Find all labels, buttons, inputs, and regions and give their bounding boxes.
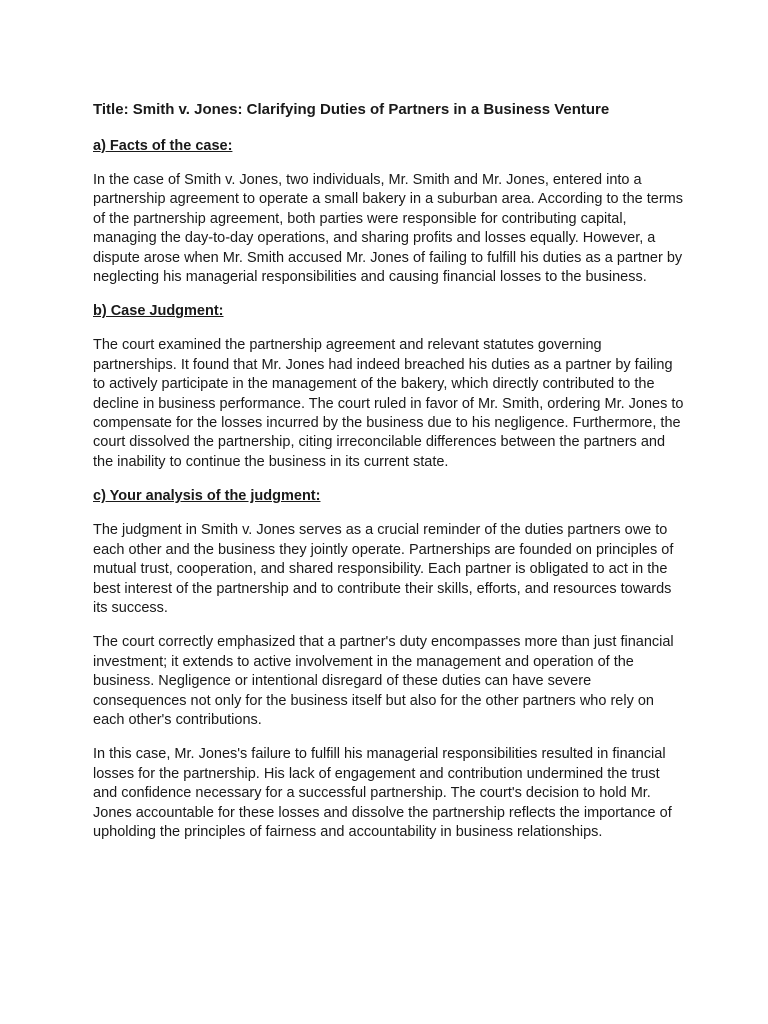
section-heading-facts: a) Facts of the case: [93, 138, 233, 154]
section-judgment [93, 302, 685, 472]
section-analysis [93, 487, 685, 842]
paragraph-analysis-1: The judgment in Smith v. Jones serves as a crucial reminder of the duties partners owe to each other and the business they jointly operate. Partnerships are founded on principles of mutual trust, cooperation, and shared responsibility. Each partner is obligated to act in the best interest of the partnership and to contribute their skills, efforts, and resources towards its success. [93, 522, 674, 616]
document-title: Title: Smith v. Jones: Clarifying Duties of Partners in a Business Venture [93, 101, 610, 118]
paragraph-analysis-3: In this case, Mr. Jones's failure to fulfill his managerial responsibilities resulted in financial losses for the partnership. His lack of engagement and contribution undermined the trust and confidence necessary for a successful partnership. The court's decision to hold Mr. Jones accountable for these losses and dissolve the partnership reflects the importance of upholding the principles of fairness and accountability in business relationships. [93, 746, 672, 840]
paragraph-analysis-2: The court correctly emphasized that a partner's duty encompasses more than just financial investment; it extends to active involvement in the management and operation of the business. Negligence or intentional disregard of these duties can have severe consequences not only for the business itself but also for the other partners who rely on each other's contributions. [93, 634, 674, 728]
section-facts [93, 137, 685, 287]
document-page [93, 100, 685, 857]
paragraph-facts-1: In the case of Smith v. Jones, two individuals, Mr. Smith and Mr. Jones, entered into a partnership agreement to operate a small bakery in a suburban area. According to the terms of the partnership agreement, both parties were responsible for contributing capital, managing the day-to-day operations, and sharing profits and losses equally. However, a dispute arose when Mr. Smith accused Mr. Jones of failing to fulfill his duties as a partner by neglecting his managerial responsibilities and causing financial losses to the business. [93, 172, 683, 286]
paragraph-judgment-1: The court examined the partnership agreement and relevant statutes governing partnerships. It found that Mr. Jones had indeed breached his duties as a partner by failing to actively participate in the management of the bakery, which directly contributed to the decline in business performance. The court ruled in favor of Mr. Smith, ordering Mr. Jones to compensate for the losses incurred by the business due to his negligence. Furthermore, the court dissolved the partnership, citing irreconcilable differences between the partners and the inability to continue the business in its current state. [93, 337, 684, 470]
section-heading-analysis: c) Your analysis of the judgment: [93, 488, 321, 505]
section-heading-judgment: b) Case Judgment: [93, 303, 224, 320]
